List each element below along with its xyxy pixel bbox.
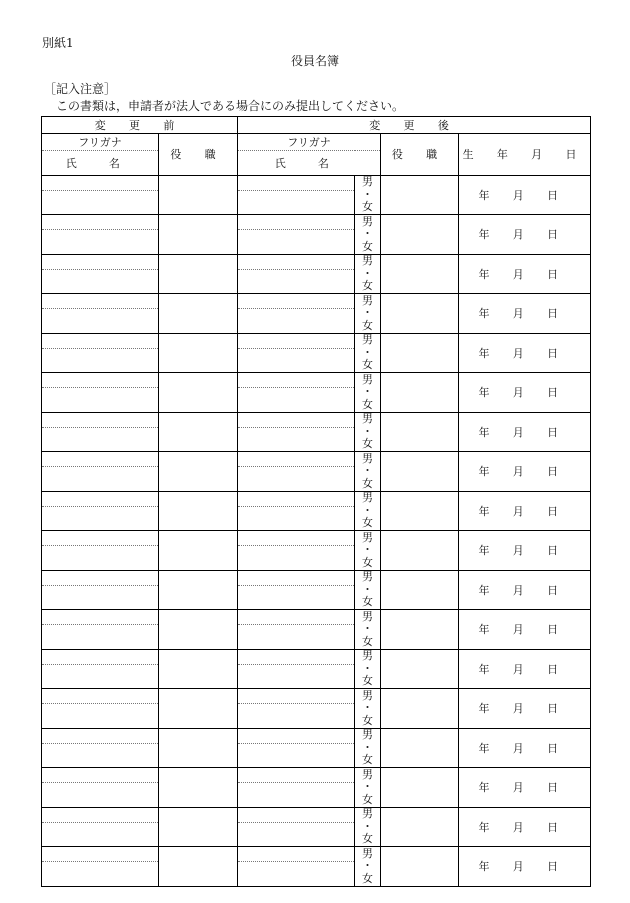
name-before-field[interactable] [42,506,159,531]
position-after-field[interactable] [381,570,459,610]
furigana-after-field[interactable] [238,491,355,506]
date-label: 年 月 日 [478,346,568,360]
sex-selector[interactable] [355,847,381,887]
sex-dot: ・ [362,543,373,556]
sex-female: 女 [362,200,373,213]
header-before: 変 更 前 [42,117,238,134]
name-after-field[interactable] [238,427,355,452]
furigana-before-field[interactable] [42,689,159,704]
birthdate-field[interactable] [459,689,591,729]
furigana-before-field[interactable] [42,373,159,388]
position-before-field[interactable] [159,175,238,215]
sex-selector[interactable] [355,649,381,689]
sex-female: 女 [362,476,373,490]
sex-selector[interactable] [355,175,381,215]
birthdate-field[interactable] [459,373,591,413]
sex-female: 女 [362,555,373,569]
sex-female: 女 [362,792,373,806]
furigana-after-field[interactable] [238,847,355,862]
sex-selector[interactable] [355,412,381,452]
sex-dot: ・ [362,503,373,517]
birthdate-field[interactable] [459,175,591,215]
position-before-field[interactable] [159,452,238,492]
name-before-field[interactable] [42,467,159,492]
sex-male: 男 [362,214,373,228]
furigana-after-field[interactable] [238,570,355,585]
position-before-field[interactable] [159,491,238,531]
position-before-field[interactable] [159,531,238,571]
sex-dot: ・ [362,622,373,635]
position-after-field[interactable] [381,768,459,808]
position-before-field[interactable] [159,412,238,452]
date-label: 年 月 日 [478,504,568,518]
position-after-field[interactable] [381,294,459,334]
name-after-field[interactable] [238,309,355,334]
sex-female: 女 [362,239,373,253]
sex-female: 女 [362,358,373,371]
birthdate-field[interactable] [459,491,591,531]
birthdate-field[interactable] [459,333,591,373]
position-after-field[interactable] [381,333,459,373]
name-before-field[interactable] [42,704,159,729]
sex-male: 男 [362,609,373,623]
position-before-field[interactable] [159,768,238,808]
sex-female: 女 [362,871,373,885]
birthdate-field[interactable] [459,610,591,650]
position-after-field[interactable] [381,689,459,729]
name-after-field[interactable] [238,743,355,768]
sex-female: 女 [362,516,373,529]
name-before-field[interactable] [42,664,159,689]
sex-selector[interactable] [355,294,381,334]
furigana-before-field[interactable] [42,728,159,743]
sex-female: 女 [362,674,373,687]
name-after-field[interactable] [238,269,355,294]
sex-female: 女 [362,753,373,766]
date-label: 年 月 日 [478,781,568,795]
name-before-field[interactable] [42,783,159,808]
date-label: 年 月 日 [478,267,568,281]
sex-dot: ・ [362,464,373,477]
sex-selector[interactable] [355,491,381,531]
header-birthdate: 生 年 月 日 [459,134,591,176]
sex-female: 女 [362,832,373,845]
furigana-after-field[interactable] [238,649,355,664]
sex-selector[interactable] [355,768,381,808]
sex-selector[interactable] [355,728,381,768]
sex-dot: ・ [362,819,373,833]
sex-male: 男 [362,530,373,544]
name-before-field[interactable] [42,585,159,610]
furigana-after-field[interactable] [238,333,355,348]
furigana-after-field[interactable] [238,728,355,743]
furigana-after-field[interactable] [238,452,355,467]
position-after-field[interactable] [381,373,459,413]
date-label: 年 月 日 [478,307,568,321]
sex-selector[interactable] [355,215,381,255]
date-label: 年 月 日 [478,386,568,400]
position-after-field[interactable] [381,728,459,768]
date-label: 年 月 日 [478,465,568,479]
sex-selector[interactable] [355,333,381,373]
furigana-after-field[interactable] [238,254,355,269]
furigana-after-field[interactable] [238,412,355,427]
name-before-field[interactable] [42,230,159,255]
sex-male: 男 [362,293,373,307]
header-position-after: 役 職 [381,134,459,176]
sex-male: 男 [362,846,373,860]
sex-selector[interactable] [355,254,381,294]
furigana-after-field[interactable] [238,175,355,190]
name-before-field[interactable] [42,743,159,768]
sex-female: 女 [362,437,373,450]
furigana-before-field[interactable] [42,610,159,625]
birthdate-field[interactable] [459,570,591,610]
name-before-field[interactable] [42,309,159,334]
sex-dot: ・ [362,424,373,438]
name-before-field[interactable] [42,862,159,887]
furigana-after-field[interactable] [238,373,355,388]
sex-dot: ・ [362,345,373,359]
date-label: 年 月 日 [478,741,568,755]
name-before-field[interactable] [42,190,159,215]
name-after-field[interactable] [238,348,355,373]
name-after-field[interactable] [238,822,355,847]
sex-male: 男 [362,372,373,386]
furigana-before-field[interactable] [42,215,159,230]
birthdate-field[interactable] [459,294,591,334]
sex-male: 男 [362,451,373,465]
sex-dot: ・ [362,780,373,793]
sex-dot: ・ [362,661,373,675]
birthdate-field[interactable] [459,452,591,492]
name-after-field[interactable] [238,862,355,887]
sex-male: 男 [362,333,373,346]
date-label: 年 月 日 [478,662,568,676]
furigana-after-field[interactable] [238,610,355,625]
date-label: 年 月 日 [478,820,568,834]
sex-female: 女 [362,397,373,411]
sex-selector[interactable] [355,689,381,729]
name-before-field[interactable] [42,269,159,294]
name-after-field[interactable] [238,625,355,650]
name-after-field[interactable] [238,704,355,729]
sex-male: 男 [362,412,373,425]
sex-dot: ・ [362,740,373,754]
name-after-field[interactable] [238,585,355,610]
position-before-field[interactable] [159,570,238,610]
furigana-before-field[interactable] [42,294,159,309]
furigana-after-field[interactable] [238,689,355,704]
birthdate-field[interactable] [459,768,591,808]
name-before-field[interactable] [42,625,159,650]
name-before-field[interactable] [42,546,159,571]
note-text: この書類は，申請者が法人である場合にのみ提出してください。 [56,99,405,113]
sex-male: 男 [362,570,373,583]
position-after-field[interactable] [381,649,459,689]
position-after-field[interactable] [381,491,459,531]
sex-selector[interactable] [355,373,381,413]
sex-selector[interactable] [355,570,381,610]
annex-label: 別紙1 [42,36,74,50]
birthdate-field[interactable] [459,215,591,255]
position-after-field[interactable] [381,847,459,887]
position-before-field[interactable] [159,215,238,255]
position-before-field[interactable] [159,294,238,334]
furigana-after-field[interactable] [238,294,355,309]
position-after-field[interactable] [381,412,459,452]
sex-dot: ・ [362,227,373,240]
header-after: 変 更 後 [238,117,591,134]
birthdate-field[interactable] [459,254,591,294]
name-after-field[interactable] [238,783,355,808]
date-label: 年 月 日 [478,623,568,637]
name-before-field[interactable] [42,348,159,373]
furigana-before-field[interactable] [42,847,159,862]
sex-male: 男 [362,688,373,702]
furigana-before-field[interactable] [42,768,159,783]
sex-dot: ・ [362,582,373,596]
date-label: 年 月 日 [478,228,568,242]
position-before-field[interactable] [159,689,238,729]
header-name-after: 氏 名 [238,151,381,176]
date-label: 年 月 日 [478,425,568,439]
position-before-field[interactable] [159,649,238,689]
furigana-before-field[interactable] [42,175,159,190]
furigana-before-field[interactable] [42,570,159,585]
birthdate-field[interactable] [459,412,591,452]
sex-female: 女 [362,634,373,648]
sex-selector[interactable] [355,610,381,650]
sex-male: 男 [362,807,373,820]
furigana-before-field[interactable] [42,649,159,664]
position-after-field[interactable] [381,610,459,650]
furigana-before-field[interactable] [42,333,159,348]
position-before-field[interactable] [159,333,238,373]
sex-female: 女 [362,713,373,727]
furigana-after-field[interactable] [238,768,355,783]
sex-male: 男 [362,254,373,267]
sex-selector[interactable] [355,452,381,492]
name-after-field[interactable] [238,230,355,255]
date-label: 年 月 日 [478,702,568,716]
header-furigana-before: フリガナ [42,134,159,151]
name-after-field[interactable] [238,664,355,689]
position-before-field[interactable] [159,610,238,650]
sex-dot: ・ [362,701,373,714]
sex-male: 男 [362,491,373,504]
position-after-field[interactable] [381,531,459,571]
furigana-before-field[interactable] [42,412,159,427]
sex-selector[interactable] [355,531,381,571]
position-before-field[interactable] [159,373,238,413]
sex-male: 男 [362,767,373,781]
name-before-field[interactable] [42,822,159,847]
header-furigana-after: フリガナ [238,134,381,151]
furigana-before-field[interactable] [42,254,159,269]
date-label: 年 月 日 [478,188,568,202]
furigana-after-field[interactable] [238,215,355,230]
header-name-before: 氏 名 [42,151,159,176]
position-after-field[interactable] [381,215,459,255]
sex-female: 女 [362,279,373,292]
date-label: 年 月 日 [478,860,568,874]
sex-female: 女 [362,595,373,608]
position-before-field[interactable] [159,728,238,768]
furigana-before-field[interactable] [42,807,159,822]
name-before-field[interactable] [42,388,159,413]
sex-dot: ・ [362,187,373,201]
name-after-field[interactable] [238,506,355,531]
date-label: 年 月 日 [478,583,568,597]
page-title: 役員名簿 [290,54,339,68]
name-after-field[interactable] [238,546,355,571]
sex-dot: ・ [362,859,373,872]
birthdate-field[interactable] [459,807,591,847]
birthdate-field[interactable] [459,728,591,768]
header-position-before: 役 職 [159,134,238,176]
position-after-field[interactable] [381,175,459,215]
furigana-before-field[interactable] [42,531,159,546]
sex-dot: ・ [362,385,373,398]
name-after-field[interactable] [238,190,355,215]
sex-selector[interactable] [355,807,381,847]
birthdate-field[interactable] [459,847,591,887]
furigana-after-field[interactable] [238,531,355,546]
position-before-field[interactable] [159,254,238,294]
position-after-field[interactable] [381,807,459,847]
sex-dot: ・ [362,306,373,319]
sex-male: 男 [362,649,373,662]
birthdate-field[interactable] [459,531,591,571]
sex-dot: ・ [362,266,373,280]
name-after-field[interactable] [238,388,355,413]
name-before-field[interactable] [42,427,159,452]
sex-female: 女 [362,318,373,332]
sex-male: 男 [362,728,373,741]
position-before-field[interactable] [159,807,238,847]
sex-male: 男 [362,175,373,188]
officer-register-table [41,116,591,887]
position-before-field[interactable] [159,847,238,887]
position-after-field[interactable] [381,452,459,492]
furigana-before-field[interactable] [42,452,159,467]
note-heading: ［記入注意］ [44,82,117,96]
furigana-after-field[interactable] [238,807,355,822]
name-after-field[interactable] [238,467,355,492]
furigana-before-field[interactable] [42,491,159,506]
position-after-field[interactable] [381,254,459,294]
birthdate-field[interactable] [459,649,591,689]
date-label: 年 月 日 [478,544,568,558]
